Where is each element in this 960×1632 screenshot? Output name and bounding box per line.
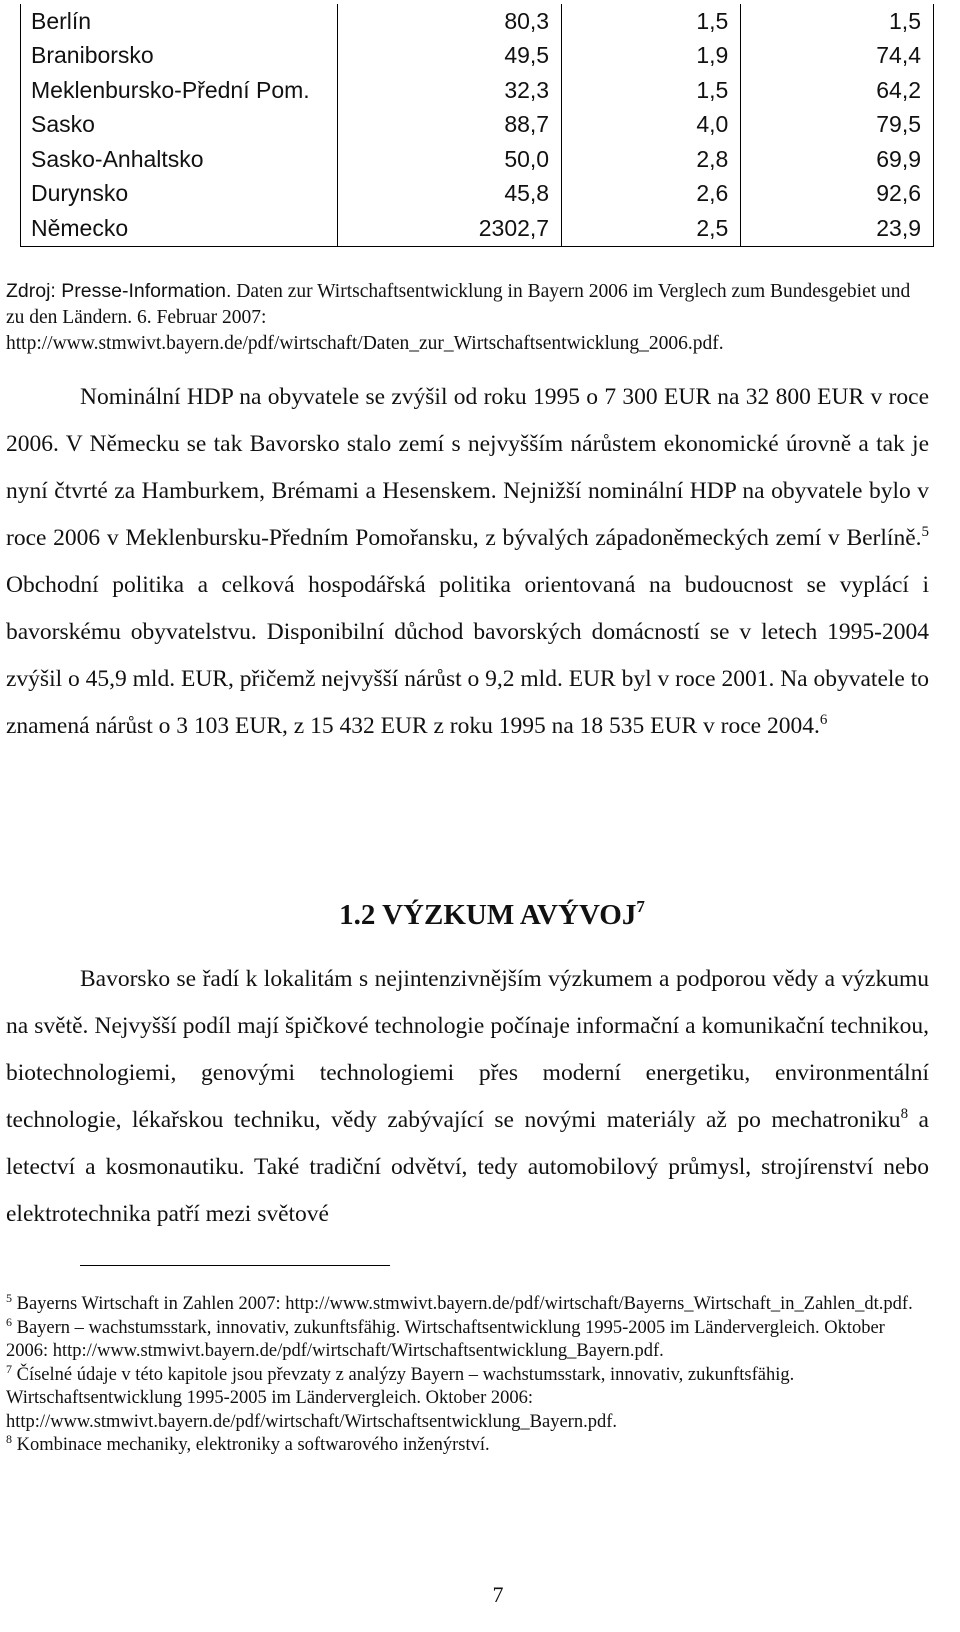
region-cell: Sasko-Anhaltsko <box>21 142 338 177</box>
paragraph-text: a letectví a kosmonautiku. Také tradiční odvětví, tedy automobilový průmysl, strojírenství nebo elektrotechnika patří mezi světové <box>6 1107 929 1227</box>
value-cell: 50,0 <box>338 142 562 177</box>
footnote <box>6 1434 926 1458</box>
paragraph-text: Nominální HDP na obyvatele se zvýšil od roku 1995 o 7 300 EUR na 32 800 EUR v roce 2006. V Německu se tak Bavorsko stalo zemí s nejvyšším nárůstem ekonomické úrovně a tak je nyní čtvrté za Hamburkem, Brémami a Hesenskem. Nejnižší nominální HDP na obyvatele bylo v roce 2006 v Meklenbursku-Předním Pomořansku, z bývalých západoněmeckých zemí v Berlíně. <box>6 384 929 551</box>
footnote-separator <box>80 1265 390 1266</box>
paragraph-text: Bavorsko se řadí k lokalitám s nejintenzivnějším výzkumem a podporou vědy a výzkumu na světě. Nejvyšší podíl mají špičkové technologie počínaje informační a komunikační technikou, biotechnologiemi, genovými technologiemi přes moderní energetiku, environmentální technologie, lékařskou techniku, vědy zabývající se novými materiály až po mechatroniku <box>6 966 929 1133</box>
value-cell: 1,9 <box>562 39 741 74</box>
footnote-text: Bayern – wachstumsstark, innovativ, zukunftsfähig. Wirtschaftsentwicklung 1995-2005 im Ländervergleich. Oktober 2006: http://www.stmwivt.bayern.de/pdf/wirtschaft/Wirtschaftsentwicklung_Bayern.pdf. <box>6 1317 885 1361</box>
page-number: 7 <box>492 1582 504 1607</box>
footnote <box>6 1293 926 1317</box>
footnote-text: Bayerns Wirtschaft in Zahlen 2007: http://www.stmwivt.bayern.de/pdf/wirtschaft/Bayerns_Wirtschaft_in_Zahlen_dt.pdf. <box>12 1294 913 1314</box>
region-cell: Braniborsko <box>21 39 338 74</box>
value-cell: 1,5 <box>562 4 741 39</box>
body-paragraph <box>6 956 929 1238</box>
value-cell: 79,5 <box>741 108 934 143</box>
value-cell: 4,0 <box>562 108 741 143</box>
footnote <box>6 1314 926 1364</box>
region-cell: Sasko <box>21 108 338 143</box>
value-cell: 1,5 <box>741 4 934 39</box>
paragraph-text: Obchodní politika a celková hospodářská politika orientovaná na budoucnost se vyplácí i bavorskému obyvatelstvu. Disponibilní důchod bavorských domácností se v letech 1995-2004 zvýšil o 45,9 mld. EUR, přičemž nejvyšší nárůst o 9,2 mld. EUR byl v roce 2001. Na obyvatele to znamená nárůst o 3 103 EUR, z 15 432 EUR z roku 1995 na 18 535 EUR v roce 2004. <box>6 572 929 739</box>
footnote-ref: 5 <box>921 524 929 540</box>
table-row <box>21 108 934 143</box>
section-heading <box>0 895 960 935</box>
footnotes <box>6 1293 926 1458</box>
region-cell: Německo <box>21 211 338 246</box>
table-row <box>21 211 934 246</box>
footnote-ref: 7 <box>636 897 645 916</box>
region-cell: Durynsko <box>21 177 338 212</box>
source-text: Daten zur Wirtschaftsentwicklung in Bayern 2006 im Verglech zum Bundesgebiet und zu den Ländern. 6. Februar 2007: http://www.stmwivt.bayern.de/pdf/wirtschaft/Daten_zur_Wirtschaftsentwicklung_2006.pdf. <box>6 281 911 354</box>
value-cell: 45,8 <box>338 177 562 212</box>
region-cell: Meklenbursko-Přední Pom. <box>21 73 338 108</box>
value-cell: 2302,7 <box>338 211 562 246</box>
value-cell: 92,6 <box>741 177 934 212</box>
table-row <box>21 4 934 39</box>
value-cell: 32,3 <box>338 73 562 108</box>
footnote-number: 6 <box>6 1314 12 1329</box>
source-lead: Zdroj: Presse-Information. <box>6 280 232 302</box>
regional-data-table <box>20 4 934 247</box>
body-paragraph <box>6 374 929 750</box>
value-cell: 2,8 <box>562 142 741 177</box>
footnote-number: 5 <box>6 1291 12 1305</box>
table-source-note <box>6 278 926 357</box>
footnote-text: Kombinace mechaniky, elektroniky a softwarového inženýrství. <box>12 1435 490 1455</box>
value-cell: 64,2 <box>741 73 934 108</box>
footnote <box>6 1361 926 1435</box>
table-row <box>21 177 934 212</box>
table-row <box>21 39 934 74</box>
table-row <box>21 142 934 177</box>
footnote-ref: 6 <box>819 712 828 728</box>
value-cell: 69,9 <box>741 142 934 177</box>
footnote-number: 8 <box>6 1432 12 1446</box>
footnote-text: Číselné údaje v této kapitole jsou převzaty z analýzy Bayern – wachstumsstark, innovativ, zukunftsfähig. Wirtschaftsentwicklung 1995-2005 im Ländervergleich. Oktober 2006: http://www.stmwivt.bayern.de/pdf/wirtschaft/Wirtschaftsentwicklung_Bayern.pdf. <box>6 1364 795 1432</box>
footnote-ref: 8 <box>900 1106 909 1122</box>
value-cell: 23,9 <box>741 211 934 246</box>
section-heading-text: 1.2 VÝZKUM AVÝVOJ <box>339 899 637 931</box>
value-cell: 49,5 <box>338 39 562 74</box>
region-cell: Berlín <box>21 4 338 39</box>
footnote-number: 7 <box>6 1361 12 1376</box>
value-cell: 2,6 <box>562 177 741 212</box>
value-cell: 2,5 <box>562 211 741 246</box>
table-row <box>21 73 934 108</box>
value-cell: 74,4 <box>741 39 934 74</box>
value-cell: 80,3 <box>338 4 562 39</box>
value-cell: 1,5 <box>562 73 741 108</box>
value-cell: 88,7 <box>338 108 562 143</box>
